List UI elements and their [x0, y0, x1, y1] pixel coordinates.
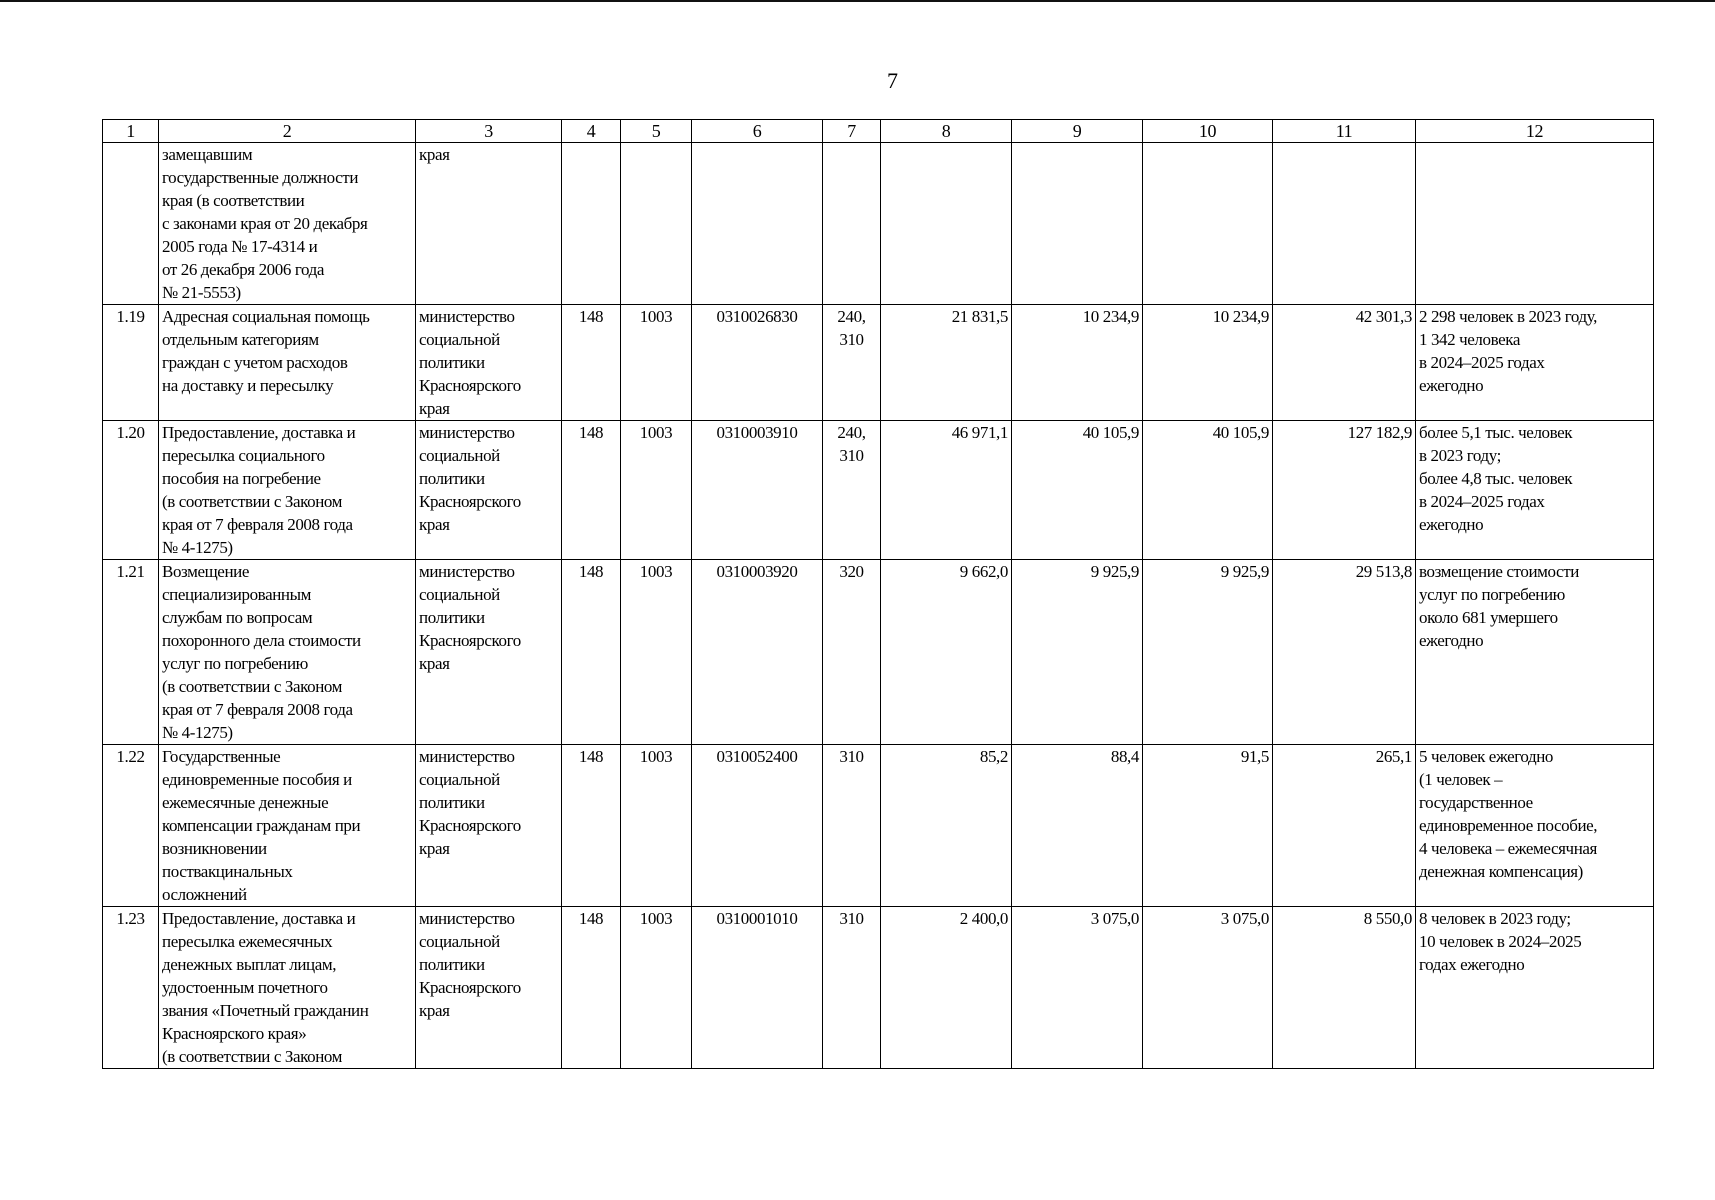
row-number-cell: 1.22: [103, 745, 159, 907]
column-header: 4: [562, 120, 621, 143]
column-header: 6: [692, 120, 823, 143]
column-header: 2: [159, 120, 416, 143]
measure-name-cell: Предоставление, доставка и пересылка социального пособия на погребение (в соответствии с Законом края от 7 февраля 2008 года № 4-1275): [159, 421, 416, 560]
expense-type-code-cell: 310: [823, 907, 881, 1069]
expected-result-cell: 2 298 человек в 2023 году, 1 342 человека в 2024–2025 годах ежегодно: [1416, 305, 1654, 421]
amount-total-cell: 42 301,3: [1273, 305, 1416, 421]
table-row: [103, 421, 1654, 560]
amount-2023-cell: 9 662,0: [881, 560, 1012, 745]
amount-total-cell: 29 513,8: [1273, 560, 1416, 745]
executor-cell: министерство социальной политики Красноярского края: [416, 907, 562, 1069]
target-article-code-cell: 0310052400: [692, 745, 823, 907]
amount-2025-cell: [1143, 143, 1273, 305]
gr-code-cell: 148: [562, 305, 621, 421]
section-code-cell: 1003: [621, 421, 692, 560]
section-code-cell: 1003: [621, 745, 692, 907]
section-code-cell: 1003: [621, 305, 692, 421]
gr-code-cell: [562, 143, 621, 305]
amount-2024-cell: 40 105,9: [1012, 421, 1143, 560]
measure-name-cell: Предоставление, доставка и пересылка ежемесячных денежных выплат лицам, удостоенным почетного звания «Почетный гражданин Красноярского края» (в соответствии с Законом: [159, 907, 416, 1069]
amount-2025-cell: 3 075,0: [1143, 907, 1273, 1069]
column-header: 7: [823, 120, 881, 143]
amount-2023-cell: 21 831,5: [881, 305, 1012, 421]
row-number-cell: 1.21: [103, 560, 159, 745]
executor-cell: края: [416, 143, 562, 305]
expense-type-code-cell: 240, 310: [823, 305, 881, 421]
column-header: 10: [1143, 120, 1273, 143]
executor-cell: министерство социальной политики Красноярского края: [416, 560, 562, 745]
amount-2023-cell: 2 400,0: [881, 907, 1012, 1069]
table-row: [103, 143, 1654, 305]
expense-type-code-cell: 320: [823, 560, 881, 745]
amount-2023-cell: [881, 143, 1012, 305]
row-number-cell: [103, 143, 159, 305]
column-header: 5: [621, 120, 692, 143]
section-code-cell: [621, 143, 692, 305]
column-number-header: [103, 120, 1654, 143]
measure-name-cell: Государственные единовременные пособия и ежемесячные денежные компенсации гражданам при возникновении поствакцинальных осложнений: [159, 745, 416, 907]
section-code-cell: 1003: [621, 560, 692, 745]
target-article-code-cell: [692, 143, 823, 305]
amount-2024-cell: 9 925,9: [1012, 560, 1143, 745]
executor-cell: министерство социальной политики Красноярского края: [416, 745, 562, 907]
row-number-cell: 1.20: [103, 421, 159, 560]
table-row: [103, 560, 1654, 745]
expected-result-cell: 5 человек ежегодно (1 человек – государственное единовременное пособие, 4 человека – ежемесячная денежная компенсация): [1416, 745, 1654, 907]
table-row: [103, 907, 1654, 1069]
page-number: 7: [887, 68, 898, 93]
target-article-code-cell: 0310026830: [692, 305, 823, 421]
amount-total-cell: 127 182,9: [1273, 421, 1416, 560]
gr-code-cell: 148: [562, 421, 621, 560]
executor-cell: министерство социальной политики Красноярского края: [416, 305, 562, 421]
target-article-code-cell: 0310003920: [692, 560, 823, 745]
amount-2024-cell: 3 075,0: [1012, 907, 1143, 1069]
column-header: 8: [881, 120, 1012, 143]
amount-2023-cell: 46 971,1: [881, 421, 1012, 560]
column-header: 11: [1273, 120, 1416, 143]
column-header: 9: [1012, 120, 1143, 143]
amount-total-cell: 265,1: [1273, 745, 1416, 907]
amount-2025-cell: 91,5: [1143, 745, 1273, 907]
column-header: 12: [1416, 120, 1654, 143]
executor-cell: министерство социальной политики Красноярского края: [416, 421, 562, 560]
gr-code-cell: 148: [562, 907, 621, 1069]
expense-type-code-cell: 310: [823, 745, 881, 907]
column-header: 1: [103, 120, 159, 143]
measure-name-cell: замещавшим государственные должности края (в соответствии с законами края от 20 декабря 2005 года № 17-4314 и от 26 декабря 2006 года № 21-5553): [159, 143, 416, 305]
amount-2024-cell: 10 234,9: [1012, 305, 1143, 421]
gr-code-cell: 148: [562, 745, 621, 907]
column-header: 3: [416, 120, 562, 143]
row-number-cell: 1.19: [103, 305, 159, 421]
target-article-code-cell: 0310003910: [692, 421, 823, 560]
measure-name-cell: Возмещение специализированным службам по вопросам похоронного дела стоимости услуг по погребению (в соответствии с Законом края от 7 февраля 2008 года № 4-1275): [159, 560, 416, 745]
row-number-cell: 1.23: [103, 907, 159, 1069]
expected-result-cell: 8 человек в 2023 году; 10 человек в 2024–2025 годах ежегодно: [1416, 907, 1654, 1069]
target-article-code-cell: 0310001010: [692, 907, 823, 1069]
section-code-cell: 1003: [621, 907, 692, 1069]
table-row: [103, 305, 1654, 421]
top-rule: [0, 0, 1715, 2]
amount-2025-cell: 40 105,9: [1143, 421, 1273, 560]
table-row: [103, 745, 1654, 907]
measure-name-cell: Адресная социальная помощь отдельным категориям граждан с учетом расходов на доставку и пересылку: [159, 305, 416, 421]
amount-2024-cell: [1012, 143, 1143, 305]
expense-type-code-cell: 240, 310: [823, 421, 881, 560]
budget-table: [102, 119, 1654, 1069]
amount-2025-cell: 10 234,9: [1143, 305, 1273, 421]
amount-2023-cell: 85,2: [881, 745, 1012, 907]
amount-total-cell: 8 550,0: [1273, 907, 1416, 1069]
amount-total-cell: [1273, 143, 1416, 305]
expected-result-cell: более 5,1 тыс. человек в 2023 году; более 4,8 тыс. человек в 2024–2025 годах ежегодно: [1416, 421, 1654, 560]
expense-type-code-cell: [823, 143, 881, 305]
expected-result-cell: возмещение стоимости услуг по погребению около 681 умершего ежегодно: [1416, 560, 1654, 745]
expected-result-cell: [1416, 143, 1654, 305]
amount-2025-cell: 9 925,9: [1143, 560, 1273, 745]
amount-2024-cell: 88,4: [1012, 745, 1143, 907]
gr-code-cell: 148: [562, 560, 621, 745]
